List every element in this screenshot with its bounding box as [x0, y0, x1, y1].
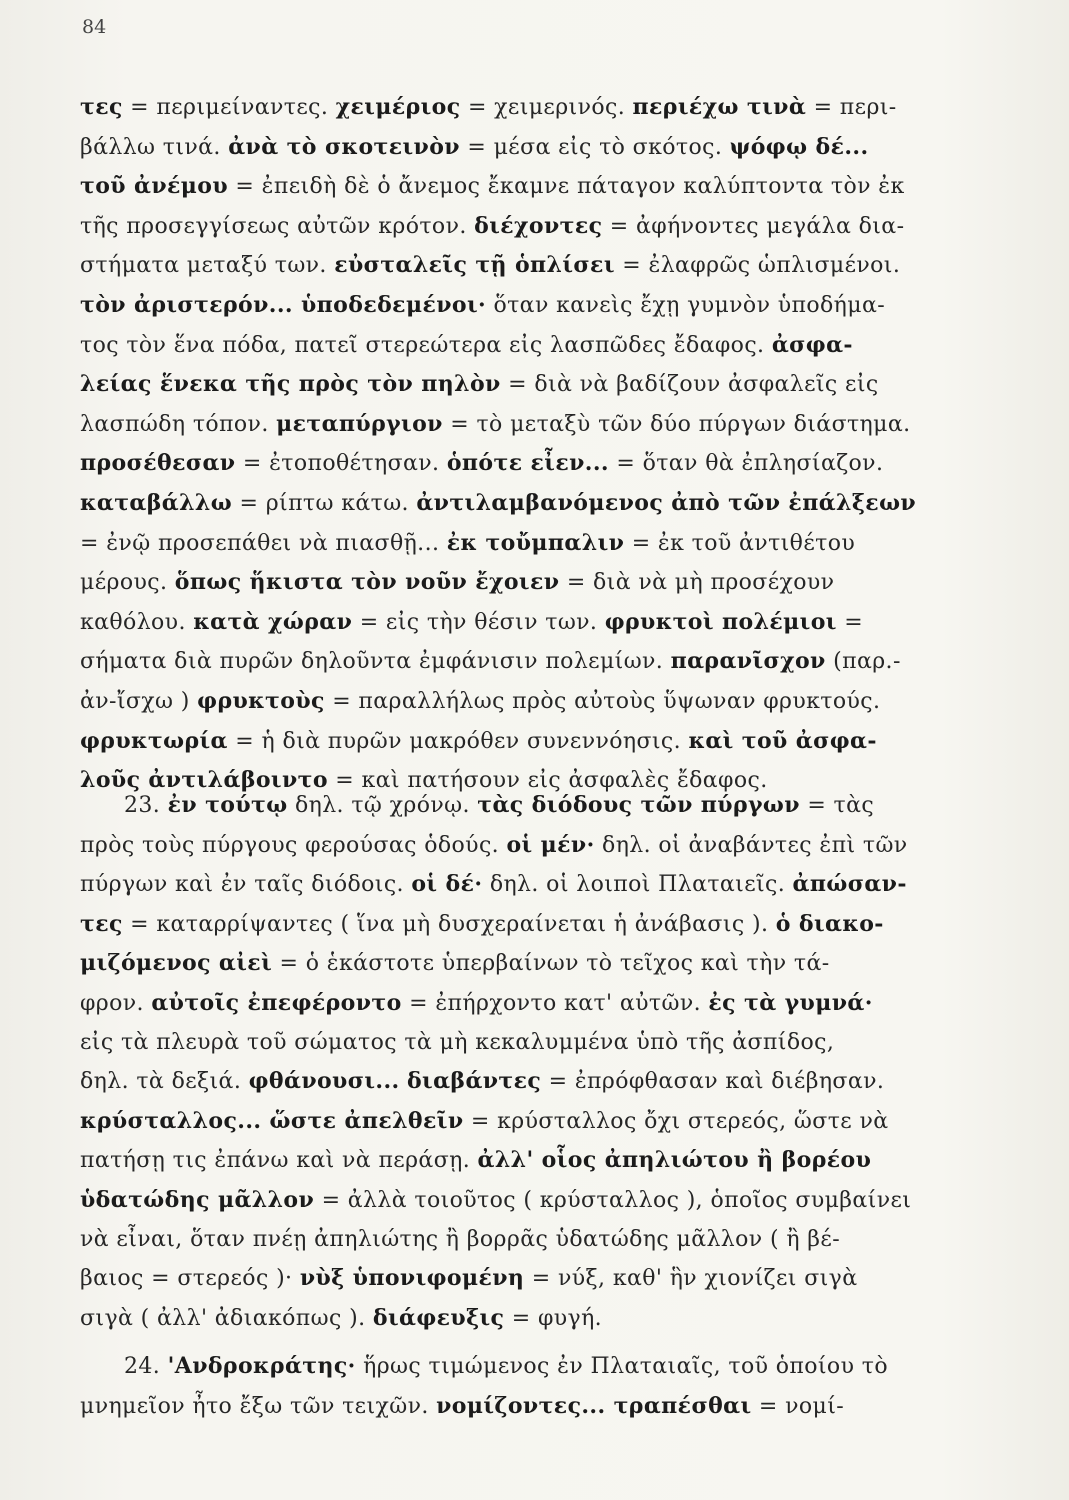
- gloss-text: βάλλω τινά.: [80, 134, 229, 160]
- gloss-text: = τὰς: [799, 793, 875, 818]
- text-line: [80, 682, 995, 722]
- lemma-term: ψόφῳ δέ...: [729, 133, 869, 160]
- gloss-text: μνημεῖον ἦτο ἔξω τῶν τειχῶν.: [80, 1393, 437, 1419]
- gloss-text: (παρ.-: [825, 649, 901, 675]
- text-line: [80, 246, 995, 286]
- lemma-term: νομίζοντες... τραπέσθαι: [436, 1392, 752, 1419]
- lemma-term: τες: [80, 910, 123, 937]
- text-line: [80, 1387, 995, 1427]
- lemma-term: ὅπως ἥκιστα τὸν νοῦν ἔχοιεν: [174, 569, 560, 596]
- gloss-text: = ἐλαφρῶς ὡπλισμένοι.: [614, 253, 901, 279]
- text-line: [80, 88, 995, 128]
- gloss-text: = μέσα εἰς τὸ σκότος.: [459, 134, 730, 160]
- lemma-term: διέχοντες: [474, 212, 603, 239]
- text-line: [80, 865, 995, 905]
- gloss-text: στήματα μεταξύ των.: [80, 253, 335, 279]
- lemma-term: ἐν τούτῳ: [167, 792, 288, 818]
- gloss-text: = εἰς τὴν θέσιν των.: [352, 609, 605, 635]
- gloss-text: καθόλου.: [80, 609, 194, 635]
- gloss-text: πρὸς τοὺς πύργους φερούσας ὁδούς.: [80, 832, 507, 858]
- text-line: [80, 722, 995, 762]
- lemma-term: τες: [80, 94, 123, 120]
- gloss-text: = ἀλλὰ τοιοῦτος ( κρύσταλλος ), ὁποῖος συμβαίνει: [314, 1187, 912, 1213]
- lemma-term: ἐκ τοὔμπαλιν: [446, 529, 625, 556]
- gloss-text: = καταρρίψαντες ( ἵνα μὴ δυσχεραίνεται ἡ ἀνάβασις ).: [122, 911, 776, 937]
- lemma-term: ἀπώσαν-: [792, 871, 907, 898]
- lemma-term: καταβάλλω: [80, 489, 233, 516]
- gloss-text: τῆς προσεγγίσεως αὐτῶν κρότον.: [80, 213, 475, 239]
- gloss-text: = ἐτοποθέτησαν.: [235, 451, 447, 477]
- gloss-text: = τὸ μεταξὺ τῶν δύο πύργων διάστημα.: [442, 411, 911, 437]
- text-line: [80, 524, 995, 564]
- lemma-term: τὰς διόδους τῶν πύργων: [477, 792, 800, 818]
- lemma-term: προσέθεσαν: [80, 450, 236, 477]
- gloss-text: νὰ εἶναι, ὅταν πνέῃ ἀπηλιώτης ἢ βορρᾶς ὑδατώδης μᾶλλον ( ἢ βέ-: [80, 1226, 841, 1252]
- text-line: [80, 826, 995, 866]
- lemma-term: κρύσταλλος... ὥστε ἀπελθεῖν: [80, 1107, 464, 1134]
- paragraph-glossary-22: [80, 88, 995, 801]
- gloss-text: δηλ. τὰ δεξιά.: [80, 1069, 249, 1095]
- gloss-text: = νομί-: [751, 1393, 845, 1419]
- paragraph-glossary-24: [80, 1347, 995, 1426]
- lemma-term: μιζόμενος αἰεὶ: [80, 950, 273, 977]
- text-line: [80, 905, 995, 945]
- gloss-text: = φυγή.: [504, 1305, 603, 1331]
- lemma-term: φθάνουσι...: [248, 1068, 400, 1095]
- gloss-text: = περι-: [806, 95, 897, 120]
- text-line: [80, 1062, 995, 1102]
- gloss-text: = ρίπτω κάτω.: [232, 490, 417, 516]
- gloss-text: = περιμείναντες.: [122, 95, 336, 120]
- text-line: [80, 1299, 995, 1339]
- gloss-text: = νύξ, καθ' ἣν χιονίζει σιγὰ: [524, 1266, 858, 1292]
- lemma-term: τοῦ ἀνέμου: [80, 173, 229, 200]
- text-line: [80, 167, 995, 207]
- lemma-term: οἱ μέν·: [506, 831, 595, 858]
- gloss-text: = ἐπειδὴ δὲ ὁ ἄνεμος ἔκαμνε πάταγον καλύπτοντα τὸν ἐκ: [228, 174, 905, 200]
- lemma-term: οἱ δέ·: [411, 871, 483, 898]
- text-line: [80, 1259, 995, 1299]
- text-line: [80, 444, 995, 484]
- lemma-term: φρυκτοὺς: [197, 687, 325, 714]
- lemma-term: τὸν ἀριστερόν... ὑποδεδεμένοι·: [80, 291, 487, 318]
- gloss-text: μέρους.: [80, 570, 175, 596]
- text-line: [80, 1024, 995, 1063]
- gloss-text: = ἐπήρχοντο κατ' αὐτῶν.: [401, 990, 709, 1016]
- gloss-text: 24.: [124, 1354, 168, 1379]
- gloss-text: = καὶ πατήσουν εἰς ἀσφαλὲς ἔδαφος.: [327, 768, 768, 794]
- text-line: [80, 1221, 995, 1260]
- gloss-text: ἀν-ἴσχω ): [80, 688, 198, 714]
- gloss-text: [400, 1069, 407, 1094]
- lemma-term: ἀλλ' οἷος ἀπηλιώτου ἢ βορέου: [477, 1147, 872, 1174]
- lemma-term: φρυκτοὶ πολέμιοι: [604, 608, 837, 635]
- lemma-term: παρανῖσχον: [670, 648, 826, 675]
- lemma-term: καὶ τοῦ ἀσφα-: [688, 727, 877, 754]
- lemma-term: λοῦς ἀντιλάβοιντο: [80, 767, 328, 794]
- lemma-term: 'Ανδροκράτης·: [167, 1353, 356, 1379]
- text-line: [80, 128, 995, 168]
- gloss-text: = ἐπρόφθασαν καὶ διέβησαν.: [541, 1069, 885, 1095]
- gloss-text: = ἐκ τοῦ ἀντιθέτου: [624, 530, 856, 556]
- lemma-term: ὁπότε εἶεν...: [446, 450, 609, 477]
- gloss-text: λασπώδη τόπον.: [80, 411, 277, 437]
- text-line: [80, 944, 995, 984]
- gloss-text: δηλ. οἱ ἀναβάντες ἐπὶ τῶν: [594, 832, 908, 858]
- text-line: [80, 286, 995, 326]
- text-line: [80, 563, 995, 603]
- text-line: [80, 1181, 995, 1221]
- lemma-term: ὑδατώδης μᾶλλον: [80, 1186, 315, 1213]
- gloss-text: = ἀφήνοντες μεγάλα δια-: [602, 213, 905, 239]
- lemma-term: ἀνὰ τὸ σκοτεινὸν: [228, 133, 460, 160]
- gloss-text: =: [836, 609, 864, 635]
- gloss-text: σήματα διὰ πυρῶν δηλοῦντα ἐμφάνισιν πολεμίων.: [80, 649, 671, 675]
- lemma-term: ὁ διακο-: [775, 910, 884, 937]
- gloss-text: = διὰ νὰ βαδίζουν ἀσφαλεῖς εἰς: [500, 372, 879, 398]
- lemma-term: διάφευξις: [372, 1304, 505, 1331]
- gloss-text: δηλ. οἱ λοιποὶ Πλαταιεῖς.: [482, 872, 793, 898]
- gloss-text: πατήσῃ τις ἐπάνω καὶ νὰ περάσῃ.: [80, 1148, 478, 1174]
- text-line: [80, 484, 995, 524]
- lemma-term: διαβάντες: [406, 1068, 542, 1095]
- text-line: [80, 1347, 995, 1387]
- lemma-term: ἀσφα-: [771, 331, 853, 358]
- page-number: 84: [82, 16, 107, 38]
- gloss-text: = διὰ νὰ μὴ προσέχουν: [559, 570, 835, 596]
- gloss-text: = ἐνῷ προσεπάθει νὰ πιασθῇ...: [80, 530, 447, 556]
- gloss-text: σιγὰ ( ἀλλ' ἀδιακόπως ).: [80, 1305, 373, 1331]
- gloss-text: = κρύσταλλος ὄχι στερεός, ὥστε νὰ: [463, 1108, 889, 1134]
- text-line: [80, 1102, 995, 1142]
- gloss-text: = παραλλήλως πρὸς αὐτοὺς ὕψωναν φρυκτούς.: [324, 688, 881, 714]
- text-line: [80, 207, 995, 247]
- lemma-term: φρυκτωρία: [80, 727, 228, 754]
- lemma-term: μεταπύργιον: [276, 410, 443, 437]
- gloss-text: = ὅταν θὰ ἐπλησίαζον.: [608, 451, 884, 477]
- lemma-term: ἀντιλαμβανόμενος ἀπὸ τῶν ἐπάλξεων: [416, 489, 917, 516]
- gloss-text: ἥρως τιμώμενος ἐν Πλαταιαῖς, τοῦ ὁποίου τὸ: [355, 1354, 888, 1379]
- gloss-text: ὅταν κανεὶς ἔχῃ γυμνὸν ὑποδήμα-: [486, 292, 886, 318]
- lemma-term: νὺξ ὑπονιφομένη: [299, 1265, 525, 1292]
- lemma-term: ἐς τὰ γυμνά·: [708, 989, 873, 1016]
- text-line: [80, 326, 995, 366]
- text-line: [80, 1141, 995, 1181]
- gloss-text: εἰς τὰ πλευρὰ τοῦ σώματος τὰ μὴ κεκαλυμμένα ὑπὸ τῆς ἀσπίδος,: [80, 1029, 835, 1055]
- text-line: [80, 365, 995, 405]
- lemma-term: χειμέριος: [335, 94, 461, 120]
- lemma-term: περιέχω τινὰ: [632, 94, 807, 120]
- text-line: [80, 984, 995, 1024]
- gloss-text: = χειμερινός.: [460, 95, 633, 120]
- gloss-text: = ὁ ἑκάστοτε ὑπερβαίνων τὸ τεῖχος καὶ τὴν τά-: [272, 951, 830, 977]
- gloss-text: = ἡ διὰ πυρῶν μακρόθεν συνεννόησις.: [227, 728, 689, 754]
- paragraph-glossary-23: [80, 786, 995, 1338]
- gloss-text: τος τὸν ἕνα πόδα, πατεῖ στερεώτερα εἰς λασπῶδες ἔδαφος.: [80, 332, 772, 358]
- text-line: [80, 642, 995, 682]
- lemma-term: λείας ἕνεκα τῆς πρὸς τὸν πηλὸν: [80, 371, 501, 398]
- gloss-text: πύργων καὶ ἐν ταῖς διόδοις.: [80, 872, 412, 898]
- lemma-term: αὐτοῖς ἐπεφέροντο: [151, 989, 402, 1016]
- gloss-text: δηλ. τῷ χρόνῳ.: [287, 793, 478, 818]
- gloss-text: 23.: [124, 793, 168, 818]
- text-line: [80, 405, 995, 445]
- gloss-text: φρον.: [80, 990, 152, 1016]
- gloss-text: βαιος = στερεός )·: [80, 1266, 300, 1292]
- lemma-term: εὐσταλεῖς τῇ ὁπλίσει: [334, 252, 615, 279]
- lemma-term: κατὰ χώραν: [193, 608, 353, 635]
- text-line: [80, 786, 995, 826]
- text-line: [80, 603, 995, 643]
